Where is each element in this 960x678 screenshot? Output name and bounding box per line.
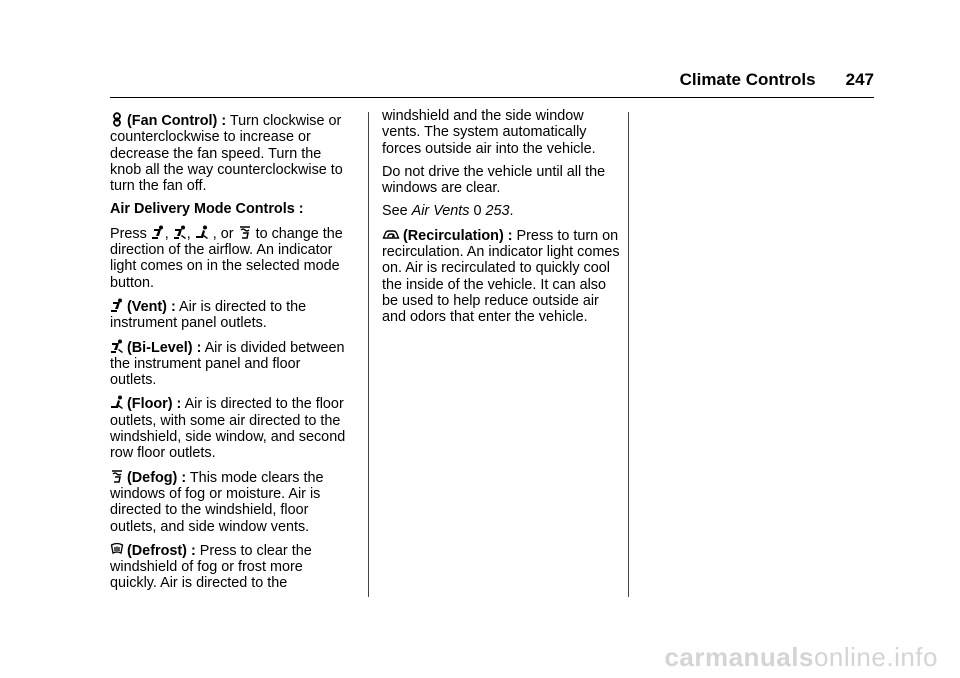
recirculation-label: (Recirculation) : bbox=[403, 227, 513, 244]
press-sep-3: , or bbox=[208, 225, 238, 242]
floor-label: (Floor) : bbox=[127, 396, 182, 413]
floor-text: Air is directed to the floor outlets, with some air directed to the windshield, side window, and second row floor outlets. bbox=[110, 396, 346, 462]
defog-text: This mode clears the windows of fog or moisture. Air is directed to the windshield, floor outlets, and side window vents. bbox=[110, 469, 324, 535]
air-vents-link[interactable]: Air Vents bbox=[411, 203, 470, 220]
floor-icon bbox=[110, 395, 124, 410]
floor-mode-icon bbox=[195, 225, 209, 240]
see-prefix: See bbox=[382, 203, 412, 220]
fan-icon bbox=[110, 112, 124, 127]
watermark bbox=[0, 636, 960, 678]
press-paragraph bbox=[110, 225, 348, 291]
press-sep-1: , bbox=[164, 225, 173, 242]
press-prefix: Press bbox=[110, 225, 151, 242]
defog-icon bbox=[110, 469, 124, 484]
vent-label: (Vent) : bbox=[127, 298, 176, 315]
air-delivery-heading bbox=[110, 201, 348, 217]
bilevel-text: Air is divided between the instrument panel and floor outlets. bbox=[110, 339, 345, 389]
page-header bbox=[680, 70, 874, 90]
defog-label: (Defog) : bbox=[127, 469, 187, 486]
bilevel-mode-icon bbox=[173, 225, 187, 240]
recirculation-icon bbox=[382, 227, 400, 242]
header-rule bbox=[110, 97, 874, 98]
fan-control-text: Turn clockwise or counterclockwise to increase or decrease the fan speed. Turn the knob all the way counterclockwise to turn the fan off. bbox=[110, 113, 343, 195]
bilevel-label: (Bi-Level) : bbox=[127, 339, 202, 356]
watermark-rest: online.info bbox=[813, 642, 938, 672]
column-divider-1 bbox=[368, 112, 369, 597]
column-middle bbox=[382, 108, 620, 333]
fan-control-label: (Fan Control) : bbox=[127, 113, 227, 129]
page-number: 247 bbox=[845, 70, 874, 89]
section-title: Climate Controls bbox=[679, 70, 816, 89]
vent-text: Air is directed to the instrument panel outlets. bbox=[110, 298, 307, 332]
column-divider-2 bbox=[628, 112, 629, 597]
floor-paragraph bbox=[110, 395, 348, 461]
warning-paragraph: Do not drive the vehicle until all the windows are clear. bbox=[382, 163, 606, 197]
defrost-icon bbox=[110, 542, 124, 557]
column-left bbox=[110, 112, 348, 599]
watermark-bold: carmanuals bbox=[664, 642, 814, 672]
bilevel-paragraph bbox=[110, 339, 348, 389]
defrost-text: Press to clear the windshield of fog or frost more quickly. Air is directed to the bbox=[110, 542, 312, 592]
press-suffix: to change the direction of the airflow. An indicator light comes on in the selected mode button. bbox=[110, 225, 343, 291]
defrost-continued: windshield and the side window vents. The system automatically forces outside air into the vehicle. bbox=[382, 108, 596, 157]
air-delivery-heading-text: Air Delivery Mode Controls : bbox=[110, 201, 304, 218]
vent-paragraph bbox=[110, 298, 348, 332]
defrost-paragraph bbox=[110, 542, 348, 592]
page-ref-number[interactable]: 253 bbox=[485, 203, 510, 220]
defog-mode-icon bbox=[238, 225, 252, 240]
vent-icon bbox=[110, 298, 124, 313]
recirculation-text: Press to turn on recirculation. An indicator light comes on. Air is recirculated to quickly cool the inside of the vehicle. It can also be used to help reduce outside air and odors that enter the vehicle. bbox=[382, 227, 620, 326]
fan-control-paragraph bbox=[110, 112, 348, 194]
see-suffix: . bbox=[509, 203, 514, 220]
defrost-label: (Defrost) : bbox=[127, 542, 196, 559]
vent-mode-icon bbox=[151, 225, 165, 240]
press-sep-2: , bbox=[186, 225, 195, 242]
page-ref-arrow: 0 bbox=[473, 203, 482, 220]
see-reference bbox=[382, 203, 620, 219]
recirculation-paragraph bbox=[382, 227, 620, 326]
bilevel-icon bbox=[110, 339, 124, 354]
defog-paragraph bbox=[110, 469, 348, 535]
